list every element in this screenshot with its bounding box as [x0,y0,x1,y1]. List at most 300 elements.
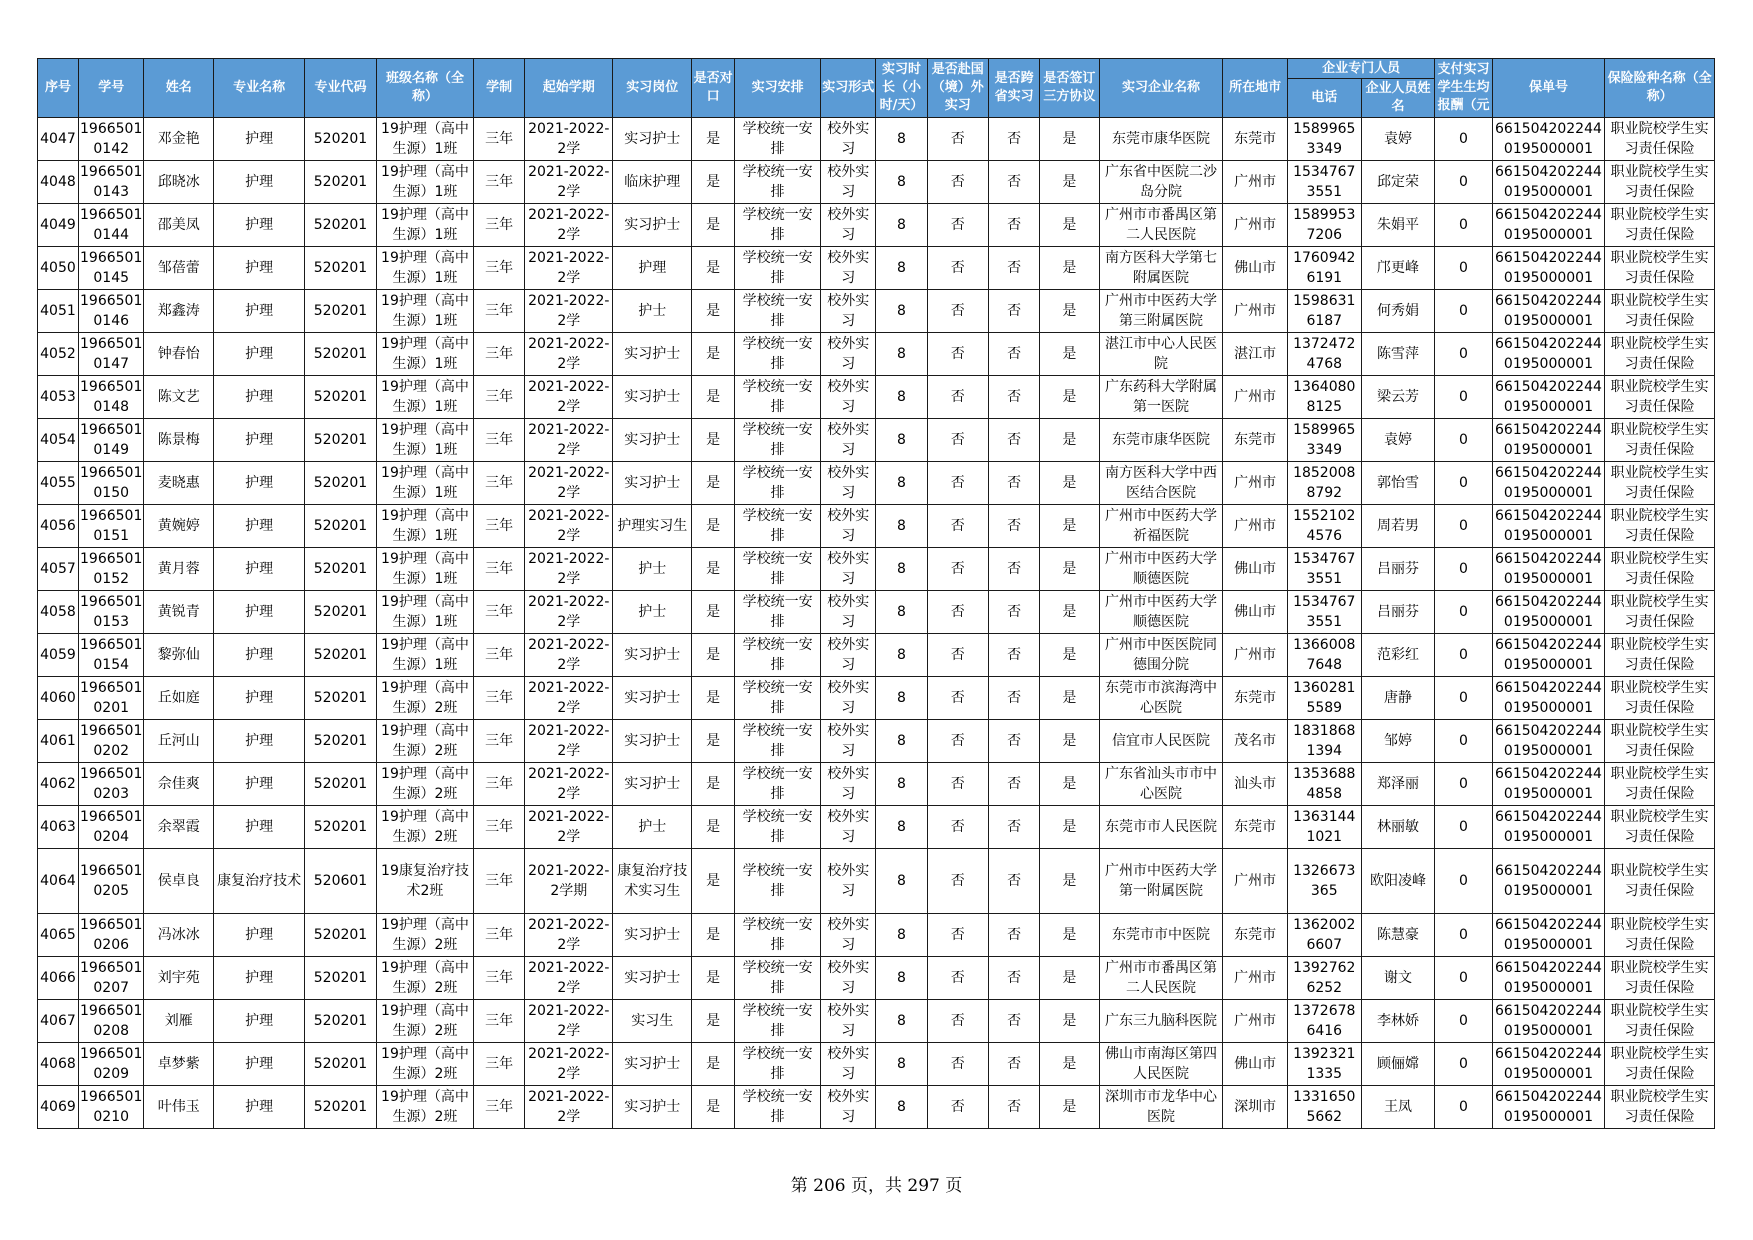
cell-arrangement [735,204,821,247]
cell-matched [692,118,735,161]
cell-duration [474,161,525,204]
cell-major [214,763,305,806]
cell-text: 职业院校学生实习责任保险 [1610,465,1709,501]
cell-position [613,957,692,1000]
cell-hours [876,161,927,204]
cell-position [613,806,692,849]
cell-text: 19665010201 [80,680,143,716]
cell-position [613,914,692,957]
cell-text: 广东省中医院二沙岛分院 [1104,164,1217,200]
cell-staff-name [1361,763,1435,806]
cell-text: 否 [950,776,965,792]
cell-text: 职业院校学生实习责任保险 [1610,766,1709,802]
cell-duration [474,1086,525,1129]
cell-staff-name [1361,462,1435,505]
cell-tripartite [1040,1000,1099,1043]
cell-text: 19护理（高中生源）1班 [381,250,469,286]
cell-major [214,806,305,849]
col-header-matched: 是否对口 [692,59,735,118]
cell-text: 4051 [40,303,76,319]
col-header-insurance: 保险险种名称（全称） [1605,59,1715,118]
cell-text: 6615042022440195000001 [1495,1046,1602,1082]
cell-seq [38,720,79,763]
cell-text: 护理 [245,927,274,943]
cell-text: 邝更峰 [1376,260,1419,276]
cell-seq [38,118,79,161]
cell-text: 6615042022440195000001 [1495,637,1602,673]
cell-text: 学校统一安排 [742,1003,813,1039]
cell-text: 学校统一安排 [742,551,813,587]
cell-policy-no [1492,419,1605,462]
cell-text: 19护理（高中生源）2班 [381,917,469,953]
cell-matched [692,1043,735,1086]
cell-text: 职业院校学生实习责任保险 [1610,680,1709,716]
cell-text: 520201 [313,475,368,491]
cell-text: 1326673365 [1293,863,1356,899]
cell-company [1099,914,1223,957]
cell-text: 广州市中医药大学第一附属医院 [1104,863,1217,899]
cell-major [214,505,305,548]
cell-start-term [525,247,613,290]
cell-abroad [927,1000,988,1043]
cell-major-code [305,118,377,161]
cell-text: 6615042022440195000001 [1495,917,1602,953]
cell-class [376,763,473,806]
cell-text: 三年 [485,927,514,943]
cell-text: 三年 [485,819,514,835]
cell-start-term [525,505,613,548]
cell-form [821,1086,876,1129]
cell-text: 王凤 [1383,1099,1412,1115]
cell-arrangement [735,548,821,591]
cell-major [214,462,305,505]
cell-city [1223,849,1287,914]
cell-city [1223,204,1287,247]
cell-matched [692,914,735,957]
cell-text: 刘雁 [164,1013,193,1029]
cell-text: 19665010149 [80,422,143,458]
cell-text: 6615042022440195000001 [1495,379,1602,415]
cell-text: 广州市中医药大学祈福医院 [1104,508,1217,544]
cell-text: 实习护士 [624,970,681,986]
cell-text: 8 [897,647,906,663]
cell-text: 8 [897,131,906,147]
cell-major-code [305,333,377,376]
col-header-city: 所在地市 [1223,59,1287,118]
cell-text: 19665010147 [80,336,143,372]
cell-duration [474,118,525,161]
cell-text: 6615042022440195000001 [1495,680,1602,716]
col-header-company-staff: 企业专门人员 [1287,59,1434,79]
cell-text: 吕丽芬 [1376,604,1419,620]
cell-text: 三年 [485,776,514,792]
cell-staff-name [1361,548,1435,591]
cell-text: 护理 [245,776,274,792]
cell-staff-name [1361,957,1435,1000]
cell-text: 三年 [485,1099,514,1115]
cell-text: 三年 [485,303,514,319]
cell-text: 广东省汕头市市中心医院 [1104,766,1217,802]
cell-text: 学校统一安排 [742,594,813,630]
cell-text: 林丽敏 [1376,819,1419,835]
cell-text: 职业院校学生实习责任保险 [1610,863,1709,899]
cell-text: 广州市中医药大学第三附属医院 [1104,293,1217,329]
cell-major-code [305,247,377,290]
cell-cross-province [988,914,1039,957]
cell-text: 19护理（高中生源）1班 [381,164,469,200]
cell-text: 520201 [313,217,368,233]
cell-policy-no [1492,290,1605,333]
table-row [38,806,1715,849]
cell-staff-name [1361,290,1435,333]
cell-text: 三年 [485,604,514,620]
cell-text: 6615042022440195000001 [1495,336,1602,372]
cell-text: 学校统一安排 [742,508,813,544]
cell-student-no [78,290,144,333]
cell-text: 校外实习 [827,336,870,372]
cell-form [821,591,876,634]
cell-phone [1287,247,1361,290]
cell-policy-no [1492,1000,1605,1043]
cell-hours [876,720,927,763]
cell-major [214,914,305,957]
cell-text: 否 [950,475,965,491]
cell-text: 是 [706,389,721,405]
cell-arrangement [735,806,821,849]
cell-class [376,720,473,763]
cell-text: 否 [950,873,965,889]
cell-text: 13927626252 [1293,960,1356,996]
table-row [38,118,1715,161]
cell-major-code [305,591,377,634]
cell-student-no [78,548,144,591]
cell-text: 否 [950,303,965,319]
cell-text: 520201 [313,1056,368,1072]
cell-seq [38,1043,79,1086]
cell-text: 否 [1007,927,1022,943]
cell-class [376,204,473,247]
cell-text: 520201 [313,819,368,835]
cell-text: 三年 [485,475,514,491]
cell-position [613,161,692,204]
cell-text: 广州市 [1234,647,1277,663]
cell-text: 13724724768 [1293,336,1356,372]
cell-class [376,1000,473,1043]
cell-start-term [525,118,613,161]
cell-phone [1287,1043,1361,1086]
cell-duration [474,677,525,720]
table-row [38,677,1715,720]
cell-text: 实习护士 [624,389,681,405]
cell-phone [1287,462,1361,505]
cell-form [821,333,876,376]
cell-text: 否 [1007,604,1022,620]
cell-text: 东莞市 [1234,690,1277,706]
cell-major [214,634,305,677]
cell-company [1099,957,1223,1000]
cell-text: 6615042022440195000001 [1495,465,1602,501]
cell-text: 是 [706,776,721,792]
cell-hours [876,290,927,333]
cell-form [821,505,876,548]
cell-matched [692,204,735,247]
cell-major-code [305,634,377,677]
cell-text: 余翠霞 [157,819,200,835]
cell-text: 学校统一安排 [742,465,813,501]
cell-text: 19护理（高中生源）2班 [381,766,469,802]
cell-company [1099,806,1223,849]
cell-position [613,118,692,161]
cell-text: 19护理（高中生源）1班 [381,379,469,415]
cell-text: 2021-2022-2学 [528,379,610,415]
cell-tripartite [1040,1043,1099,1086]
cell-matched [692,1000,735,1043]
cell-text: 0 [1459,561,1468,577]
cell-student-no [78,505,144,548]
cell-student-no [78,720,144,763]
cell-text: 4055 [40,475,76,491]
col-header-duration: 学制 [474,59,525,118]
cell-text: 三年 [485,131,514,147]
cell-hours [876,1000,927,1043]
cell-form [821,677,876,720]
cell-arrangement [735,290,821,333]
cell-tripartite [1040,914,1099,957]
cell-position [613,720,692,763]
cell-position [613,1086,692,1129]
cell-form [821,849,876,914]
cell-text: 2021-2022-2学 [528,1089,610,1125]
cell-text: 三年 [485,346,514,362]
cell-staff-name [1361,1086,1435,1129]
cell-pay [1435,1086,1492,1129]
cell-text: 佛山市 [1234,561,1277,577]
cell-class [376,548,473,591]
cell-cross-province [988,763,1039,806]
cell-text: 8 [897,873,906,889]
cell-text: 职业院校学生实习责任保险 [1610,164,1709,200]
cell-position [613,1043,692,1086]
cell-form [821,290,876,333]
table-row [38,763,1715,806]
cell-text: 6615042022440195000001 [1495,594,1602,630]
cell-matched [692,505,735,548]
table-row [38,290,1715,333]
cell-text: 护理 [245,1056,274,1072]
cell-city [1223,677,1287,720]
cell-phone [1287,763,1361,806]
cell-matched [692,591,735,634]
cell-duration [474,333,525,376]
cell-text: 何秀娟 [1376,303,1419,319]
cell-insurance [1605,161,1715,204]
cell-text: 19665010146 [80,293,143,329]
cell-matched [692,419,735,462]
cell-city [1223,419,1287,462]
cell-form [821,806,876,849]
cell-major [214,290,305,333]
cell-text: 19665010210 [80,1089,143,1125]
cell-text: 汕头市 [1234,776,1277,792]
cell-text: 4048 [40,174,76,190]
cell-text: 19护理（高中生源）2班 [381,1089,469,1125]
cell-arrangement [735,161,821,204]
cell-text: 520201 [313,690,368,706]
cell-text: 校外实习 [827,293,870,329]
cell-text: 职业院校学生实习责任保险 [1610,1046,1709,1082]
cell-matched [692,1086,735,1129]
cell-text: 0 [1459,1056,1468,1072]
col-header-tripartite: 是否签订三方协议 [1040,59,1099,118]
cell-text: 4058 [40,604,76,620]
cell-major [214,419,305,462]
cell-text: 19665010148 [80,379,143,415]
cell-arrangement [735,247,821,290]
cell-text: 19665010150 [80,465,143,501]
cell-abroad [927,720,988,763]
table-row [38,247,1715,290]
cell-insurance [1605,1086,1715,1129]
cell-phone [1287,957,1361,1000]
cell-text: 6615042022440195000001 [1495,960,1602,996]
cell-text: 是 [1062,561,1077,577]
cell-text: 6615042022440195000001 [1495,863,1602,899]
cell-text: 否 [1007,303,1022,319]
cell-company [1099,634,1223,677]
cell-text: 19665010151 [80,508,143,544]
cell-text: 是 [1062,475,1077,491]
cell-text: 黄婉婷 [157,518,200,534]
col-header-seq: 序号 [38,59,79,118]
cell-text: 三年 [485,432,514,448]
cell-text: 广州市 [1234,389,1277,405]
cell-text: 职业院校学生实习责任保险 [1610,422,1709,458]
col-header-phone: 电话 [1287,79,1361,118]
cell-text: 是 [1062,303,1077,319]
cell-policy-no [1492,1043,1605,1086]
cell-phone [1287,677,1361,720]
cell-major [214,1043,305,1086]
cell-text: 职业院校学生实习责任保险 [1610,723,1709,759]
cell-major-code [305,763,377,806]
cell-text: 15986316187 [1293,293,1356,329]
cell-text: 13660087648 [1293,637,1356,673]
col-header-cross-province: 是否跨省实习 [988,59,1039,118]
cell-text: 19665010209 [80,1046,143,1082]
cell-text: 否 [1007,647,1022,663]
cell-text: 2021-2022-2学 [528,121,610,157]
cell-text: 19康复治疗技术2班 [381,863,469,899]
cell-policy-no [1492,849,1605,914]
cell-text: 19665010208 [80,1003,143,1039]
cell-pay [1435,505,1492,548]
table-row [38,634,1715,677]
cell-class [376,161,473,204]
cell-text: 护士 [638,561,667,577]
cell-text: 三年 [485,518,514,534]
cell-student-no [78,462,144,505]
cell-start-term [525,376,613,419]
cell-arrangement [735,462,821,505]
cell-abroad [927,634,988,677]
cell-major [214,247,305,290]
cell-text: 0 [1459,174,1468,190]
cell-pay [1435,333,1492,376]
cell-policy-no [1492,161,1605,204]
cell-text: 2021-2022-2学 [528,465,610,501]
cell-start-term [525,957,613,1000]
cell-cross-province [988,247,1039,290]
cell-text: 东莞市 [1234,131,1277,147]
cell-abroad [927,161,988,204]
cell-text: 2021-2022-2学 [528,336,610,372]
cell-text: 19护理（高中生源）1班 [381,207,469,243]
cell-seq [38,161,79,204]
cell-start-term [525,849,613,914]
cell-name [144,806,214,849]
cell-staff-name [1361,806,1435,849]
cell-hours [876,419,927,462]
table-row [38,505,1715,548]
cell-text: 否 [1007,873,1022,889]
cell-policy-no [1492,634,1605,677]
cell-text: 4063 [40,819,76,835]
table-row [38,333,1715,376]
cell-start-term [525,763,613,806]
cell-duration [474,548,525,591]
cell-text: 19665010207 [80,960,143,996]
cell-text: 陈文艺 [157,389,200,405]
cell-text: 2021-2022-2学 [528,1003,610,1039]
cell-insurance [1605,957,1715,1000]
cell-insurance [1605,204,1715,247]
cell-text: 护理 [245,819,274,835]
cell-form [821,634,876,677]
cell-class [376,957,473,1000]
cell-insurance [1605,763,1715,806]
cell-text: 护理 [245,518,274,534]
cell-text: 是 [706,1056,721,1072]
cell-text: 学校统一安排 [742,960,813,996]
cell-text: 实习护士 [624,1056,681,1072]
cell-text: 东莞市市人民医院 [1104,819,1217,835]
cell-text: 是 [706,647,721,663]
cell-name [144,548,214,591]
cell-text: 19665010142 [80,121,143,157]
cell-text: 是 [706,174,721,190]
cell-text: 19665010154 [80,637,143,673]
cell-tripartite [1040,161,1099,204]
cell-start-term [525,914,613,957]
cell-tripartite [1040,376,1099,419]
cell-text: 深圳市 [1234,1099,1277,1115]
cell-start-term [525,161,613,204]
cell-arrangement [735,1000,821,1043]
cell-text: 4067 [40,1013,76,1029]
cell-text: 6615042022440195000001 [1495,766,1602,802]
cell-seq [38,247,79,290]
cell-major-code [305,290,377,333]
cell-text: 8 [897,303,906,319]
cell-text: 陈雪萍 [1376,346,1419,362]
cell-text: 19护理（高中生源）1班 [381,422,469,458]
cell-staff-name [1361,247,1435,290]
cell-tripartite [1040,849,1099,914]
table-row [38,548,1715,591]
cell-text: 学校统一安排 [742,121,813,157]
cell-major-code [305,957,377,1000]
cell-text: 深圳市市龙华中心医院 [1104,1089,1217,1125]
